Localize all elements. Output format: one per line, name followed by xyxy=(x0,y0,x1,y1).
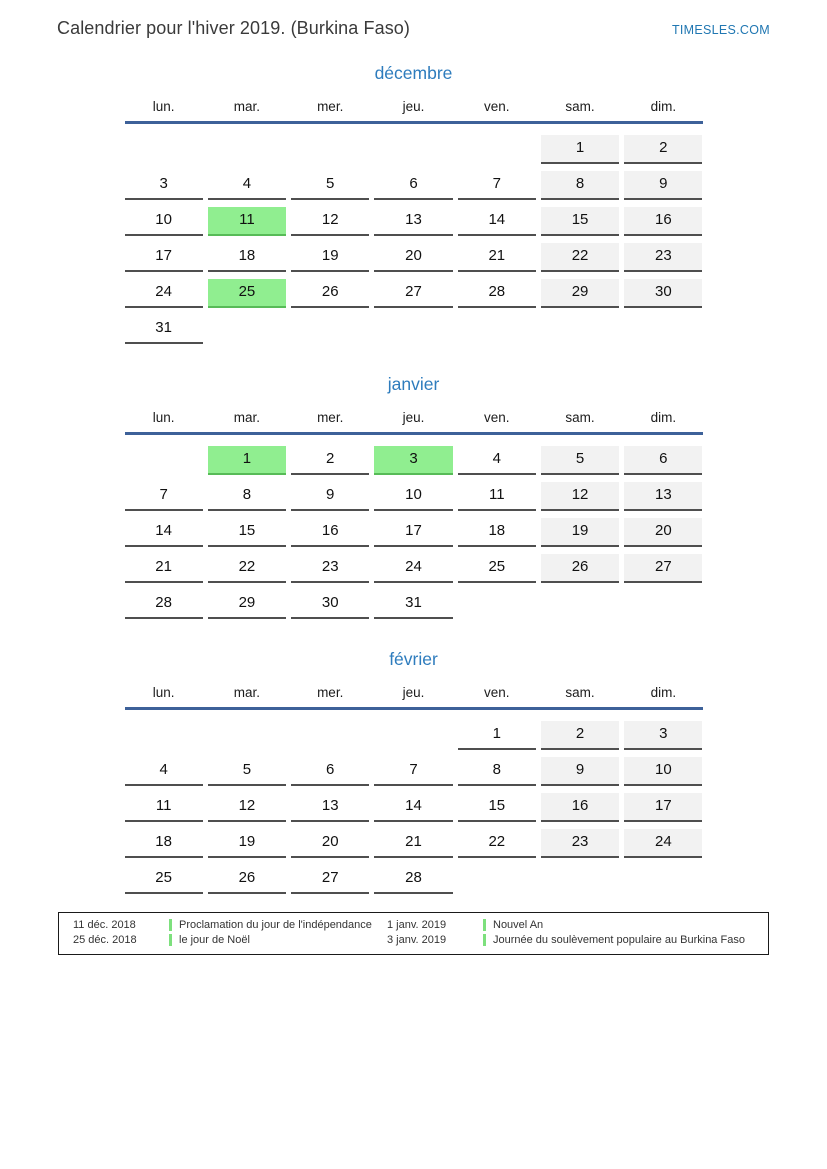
day-cell: 14 xyxy=(125,518,203,547)
day-cell: 13 xyxy=(291,793,369,822)
legend-color-bar xyxy=(169,919,172,931)
day-cell: 19 xyxy=(291,243,369,272)
day-cell: 4 xyxy=(125,757,203,786)
day-cell: 8 xyxy=(541,171,619,200)
day-cell: 16 xyxy=(541,793,619,822)
weekday-label: mar. xyxy=(233,99,261,114)
day-cell: 10 xyxy=(624,757,702,786)
day-cell: 24 xyxy=(125,279,203,308)
weekday-header-row xyxy=(125,99,703,114)
empty-cell xyxy=(541,865,619,894)
day-cell: 31 xyxy=(125,315,203,344)
day-cell: 22 xyxy=(458,829,536,858)
legend-date: 3 janv. 2019 xyxy=(387,934,447,946)
empty-cell xyxy=(374,315,452,344)
weekday-label: jeu. xyxy=(402,410,425,425)
holiday-legend xyxy=(58,912,769,955)
day-cell: 20 xyxy=(291,829,369,858)
weekday-label: dim. xyxy=(650,685,677,700)
empty-cell xyxy=(208,315,286,344)
day-cell: 2 xyxy=(291,446,369,475)
weekday-label: dim. xyxy=(650,99,677,114)
day-cell: 19 xyxy=(208,829,286,858)
weekday-label: lun. xyxy=(152,410,175,425)
legend-label xyxy=(483,919,754,931)
empty-cell xyxy=(458,865,536,894)
day-cell: 24 xyxy=(624,829,702,858)
day-cell: 7 xyxy=(374,757,452,786)
day-cell: 27 xyxy=(374,279,452,308)
day-cell: 16 xyxy=(624,207,702,236)
weekday-label: mar. xyxy=(233,410,261,425)
empty-cell xyxy=(458,315,536,344)
weekday-label: mar. xyxy=(233,685,261,700)
month-day-grid xyxy=(125,721,703,894)
weekday-header-row xyxy=(125,685,703,700)
day-cell: 27 xyxy=(291,865,369,894)
day-cell: 31 xyxy=(374,590,452,619)
day-cell: 2 xyxy=(624,135,702,164)
day-cell: 26 xyxy=(208,865,286,894)
day-cell: 1 xyxy=(541,135,619,164)
day-cell: 16 xyxy=(291,518,369,547)
legend-label-text: Journée du soulèvement populaire au Burkina Faso xyxy=(493,934,745,946)
day-cell: 9 xyxy=(541,757,619,786)
legend-label-text: le jour de Noël xyxy=(179,934,250,946)
day-cell: 26 xyxy=(541,554,619,583)
weekday-label: mer. xyxy=(317,410,344,425)
empty-cell xyxy=(291,315,369,344)
day-cell: 6 xyxy=(374,171,452,200)
day-cell: 25 xyxy=(208,279,286,308)
empty-cell xyxy=(541,590,619,619)
day-cell: 24 xyxy=(374,554,452,583)
weekday-label: ven. xyxy=(484,410,510,425)
day-cell: 21 xyxy=(374,829,452,858)
empty-cell xyxy=(541,315,619,344)
day-cell: 29 xyxy=(541,279,619,308)
day-cell: 8 xyxy=(208,482,286,511)
weekday-divider xyxy=(125,432,703,435)
day-cell: 17 xyxy=(624,793,702,822)
empty-cell xyxy=(291,135,369,164)
day-cell: 15 xyxy=(541,207,619,236)
legend-label xyxy=(169,934,387,946)
day-cell: 4 xyxy=(208,171,286,200)
day-cell: 1 xyxy=(208,446,286,475)
weekday-divider xyxy=(125,121,703,124)
day-cell: 15 xyxy=(208,518,286,547)
month-title: janvier xyxy=(387,374,440,394)
day-cell: 22 xyxy=(208,554,286,583)
day-cell: 22 xyxy=(541,243,619,272)
weekday-divider xyxy=(125,707,703,710)
weekday-label: lun. xyxy=(152,99,175,114)
legend-date: 25 déc. 2018 xyxy=(73,934,137,946)
day-cell: 5 xyxy=(541,446,619,475)
day-cell: 28 xyxy=(374,865,452,894)
day-cell: 7 xyxy=(125,482,203,511)
day-cell: 25 xyxy=(458,554,536,583)
month-day-grid xyxy=(125,135,703,344)
day-cell: 3 xyxy=(125,171,203,200)
day-cell: 21 xyxy=(125,554,203,583)
empty-cell xyxy=(291,721,369,750)
day-cell: 12 xyxy=(208,793,286,822)
legend-label-text: Proclamation du jour de l'indépendance xyxy=(179,919,372,931)
legend-date: 1 janv. 2019 xyxy=(387,919,447,931)
day-cell: 12 xyxy=(291,207,369,236)
weekday-label: dim. xyxy=(650,410,677,425)
brand-link[interactable]: TIMESLES.COM xyxy=(671,23,770,37)
empty-cell xyxy=(624,865,702,894)
day-cell: 2 xyxy=(541,721,619,750)
day-cell: 5 xyxy=(291,171,369,200)
empty-cell xyxy=(208,721,286,750)
day-cell: 6 xyxy=(624,446,702,475)
day-cell: 20 xyxy=(624,518,702,547)
weekday-label: ven. xyxy=(484,685,510,700)
empty-cell xyxy=(624,590,702,619)
day-cell: 4 xyxy=(458,446,536,475)
day-cell: 18 xyxy=(208,243,286,272)
page-header xyxy=(57,18,770,39)
day-cell: 7 xyxy=(458,171,536,200)
day-cell: 27 xyxy=(624,554,702,583)
empty-cell xyxy=(458,135,536,164)
day-cell: 14 xyxy=(374,793,452,822)
day-cell: 10 xyxy=(125,207,203,236)
day-cell: 23 xyxy=(291,554,369,583)
legend-label xyxy=(169,919,387,931)
day-cell: 1 xyxy=(458,721,536,750)
day-cell: 3 xyxy=(374,446,452,475)
legend-label-text: Nouvel An xyxy=(493,919,544,931)
month-title: décembre xyxy=(374,63,453,83)
weekday-label: mer. xyxy=(317,99,344,114)
weekday-header-row xyxy=(125,410,703,425)
day-cell: 21 xyxy=(458,243,536,272)
day-cell: 19 xyxy=(541,518,619,547)
weekday-label: lun. xyxy=(152,685,175,700)
weekday-label: sam. xyxy=(565,99,595,114)
weekday-label: jeu. xyxy=(402,99,425,114)
month-title: février xyxy=(389,649,438,669)
weekday-label: sam. xyxy=(565,685,595,700)
day-cell: 11 xyxy=(208,207,286,236)
empty-cell xyxy=(125,446,203,475)
weekday-label: ven. xyxy=(484,99,510,114)
calendar-container xyxy=(125,63,703,894)
page-title: Calendrier pour l'hiver 2019. (Burkina Faso) xyxy=(57,18,411,38)
day-cell: 12 xyxy=(541,482,619,511)
day-cell: 25 xyxy=(125,865,203,894)
empty-cell xyxy=(458,590,536,619)
month-day-grid xyxy=(125,446,703,619)
empty-cell xyxy=(208,135,286,164)
empty-cell xyxy=(125,721,203,750)
month-december xyxy=(125,63,703,344)
day-cell: 11 xyxy=(458,482,536,511)
day-cell: 29 xyxy=(208,590,286,619)
day-cell: 23 xyxy=(624,243,702,272)
day-cell: 17 xyxy=(125,243,203,272)
empty-cell xyxy=(374,135,452,164)
day-cell: 6 xyxy=(291,757,369,786)
day-cell: 18 xyxy=(458,518,536,547)
day-cell: 11 xyxy=(125,793,203,822)
day-cell: 14 xyxy=(458,207,536,236)
legend-color-bar xyxy=(483,919,486,931)
legend-label xyxy=(483,934,754,946)
day-cell: 13 xyxy=(374,207,452,236)
weekday-label: mer. xyxy=(317,685,344,700)
day-cell: 10 xyxy=(374,482,452,511)
day-cell: 18 xyxy=(125,829,203,858)
day-cell: 26 xyxy=(291,279,369,308)
legend-color-bar xyxy=(169,934,172,946)
empty-cell xyxy=(624,315,702,344)
day-cell: 9 xyxy=(624,171,702,200)
day-cell: 20 xyxy=(374,243,452,272)
day-cell: 23 xyxy=(541,829,619,858)
day-cell: 15 xyxy=(458,793,536,822)
weekday-label: jeu. xyxy=(402,685,425,700)
day-cell: 28 xyxy=(125,590,203,619)
day-cell: 30 xyxy=(624,279,702,308)
day-cell: 28 xyxy=(458,279,536,308)
legend-color-bar xyxy=(483,934,486,946)
day-cell: 9 xyxy=(291,482,369,511)
day-cell: 5 xyxy=(208,757,286,786)
month-february xyxy=(125,649,703,894)
empty-cell xyxy=(374,721,452,750)
day-cell: 30 xyxy=(291,590,369,619)
month-january xyxy=(125,374,703,619)
day-cell: 17 xyxy=(374,518,452,547)
day-cell: 8 xyxy=(458,757,536,786)
legend-date: 11 déc. 2018 xyxy=(73,919,136,931)
weekday-label: sam. xyxy=(565,410,595,425)
empty-cell xyxy=(125,135,203,164)
day-cell: 3 xyxy=(624,721,702,750)
day-cell: 13 xyxy=(624,482,702,511)
